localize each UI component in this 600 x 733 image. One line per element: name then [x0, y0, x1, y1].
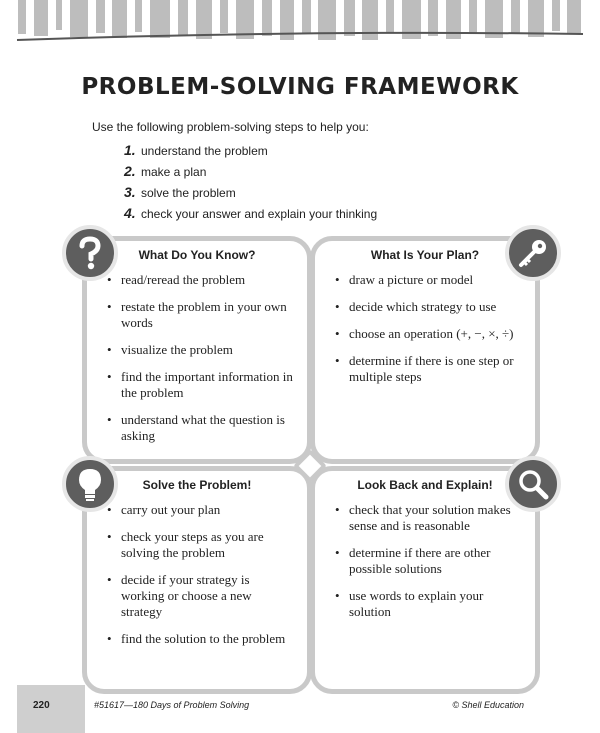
quadrant-list [315, 502, 535, 620]
quadrant-list [87, 502, 307, 647]
quadrant-look-back-and-explain [310, 466, 540, 694]
list-item: • understand what the question is asking [107, 412, 295, 444]
list-item: • determine if there is one step or multiple steps [335, 353, 523, 385]
key-icon [505, 225, 561, 281]
list-item: • visualize the problem [107, 342, 295, 358]
step-number: 4. [124, 205, 136, 221]
step-item [124, 142, 377, 163]
page-number: 220 [33, 700, 50, 711]
intro-text: Use the following problem-solving steps to help you: [92, 120, 369, 134]
list-item: • choose an operation (+, −, ×, ÷) [335, 326, 523, 342]
list-item: • decide if your strategy is working or choose a new strategy [107, 572, 295, 620]
list-item: • check your steps as you are solving the problem [107, 529, 295, 561]
quadrant-solve-the-problem [82, 466, 312, 694]
list-item: • carry out your plan [107, 502, 295, 518]
quadrant-list [315, 272, 535, 385]
step-text: understand the problem [141, 144, 268, 158]
quadrant-what-do-you-know [82, 236, 312, 464]
step-number: 1. [124, 142, 136, 158]
quadrant-heading: Look Back and Explain! [357, 478, 493, 492]
decorative-banner [0, 0, 600, 44]
step-item [124, 163, 377, 184]
step-number: 2. [124, 163, 136, 179]
quadrant-heading: What Is Your Plan? [370, 248, 480, 262]
list-item: • read/reread the problem [107, 272, 295, 288]
lightbulb-icon [62, 456, 118, 512]
step-text: check your answer and explain your thinking [141, 207, 378, 221]
list-item: • find the important information in the problem [107, 369, 295, 401]
footer-tab [17, 685, 85, 733]
list-item: • find the solution to the problem [107, 631, 295, 647]
quadrant-heading: Solve the Problem! [142, 478, 252, 492]
step-item [124, 184, 377, 205]
list-item: • draw a picture or model [335, 272, 523, 288]
quadrant-what-is-your-plan [310, 236, 540, 464]
step-number: 3. [124, 184, 136, 200]
book-title: #51617—180 Days of Problem Solving [94, 700, 250, 710]
quadrant-list [87, 272, 307, 444]
steps-list [124, 142, 377, 226]
quadrant-heading: What Do You Know? [138, 248, 256, 262]
list-item: • determine if there are other possible solutions [335, 545, 523, 577]
page-title: PROBLEM-SOLVING FRAMEWORK [81, 74, 519, 100]
list-item: • restate the problem in your own words [107, 299, 295, 331]
list-item: • decide which strategy to use [335, 299, 523, 315]
list-item: • check that your solution makes sense and is reasonable [335, 502, 523, 534]
question-mark-icon [62, 225, 118, 281]
step-item [124, 205, 377, 226]
list-item: • use words to explain your solution [335, 588, 523, 620]
publisher: © Shell Education [452, 700, 524, 710]
step-text: make a plan [141, 165, 207, 179]
magnifying-glass-icon [505, 456, 561, 512]
step-text: solve the problem [141, 186, 236, 200]
